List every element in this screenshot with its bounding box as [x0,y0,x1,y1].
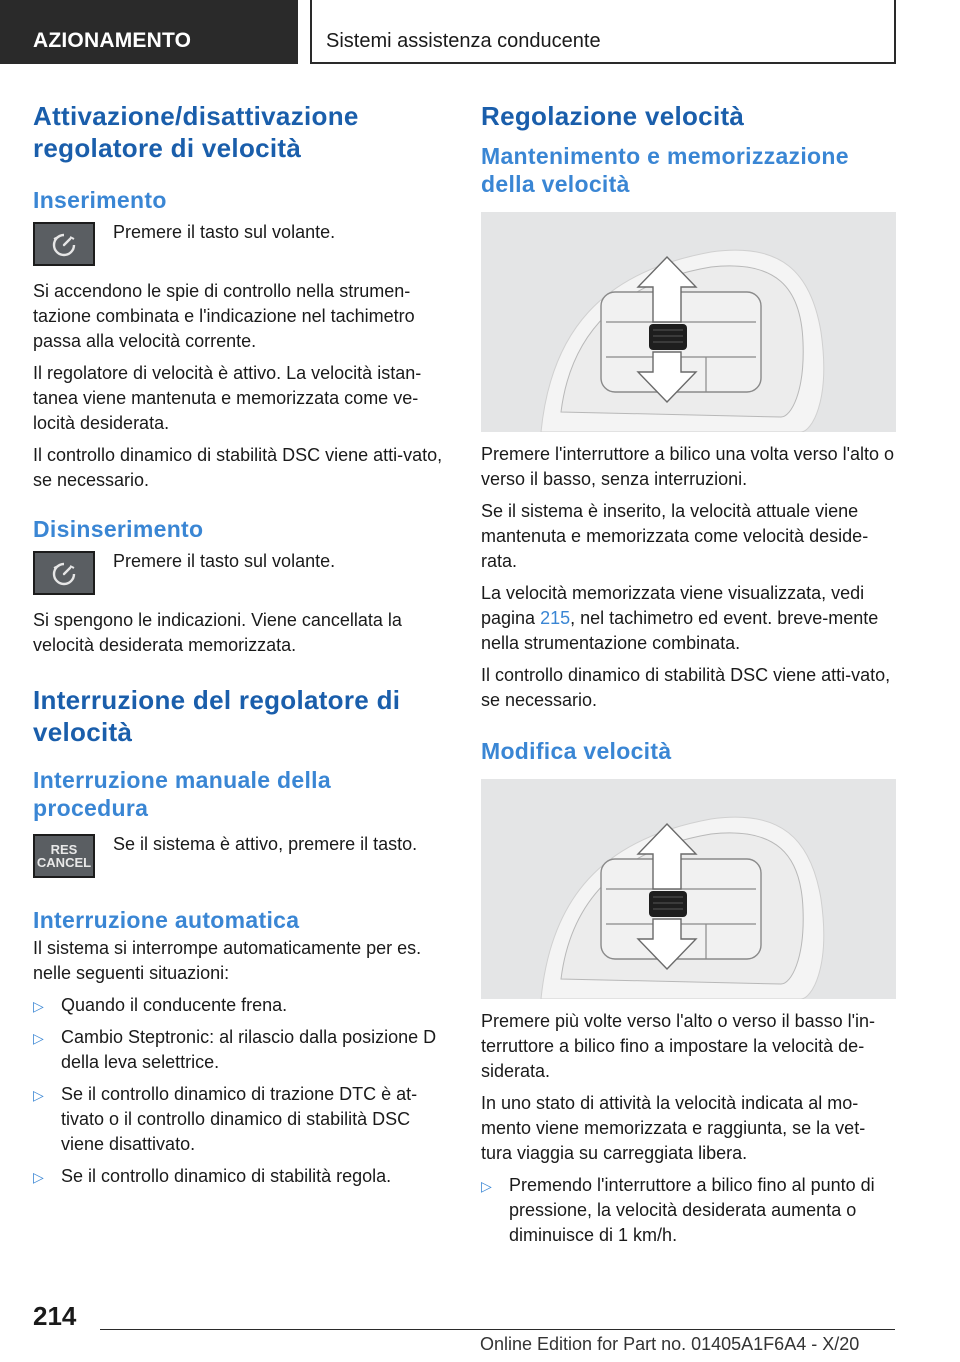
cruise-control-icon [33,551,95,595]
page-number: 214 [33,1301,77,1331]
on-instruction [33,222,448,272]
on-paragraph-1: Si accendono le spie di controllo nella strumen-tazione combinata e l'indicazione nel tachimetro passa alla velocità corrente. [33,281,415,351]
triangle-bullet-icon: ▷ [33,1030,44,1046]
keep-paragraph-1: Premere l'interruttore a bilico una volta verso l'alto o verso il basso, senza interruzioni. [481,444,895,489]
on-paragraph-2: Il regolatore di velocità è attivo. La velocità istan-tanea viene mantenuta e memorizzata come ve-locità desiderata. [33,363,422,433]
list-item: ▷ Quando il conducente frena. [33,993,448,1018]
chapter-tab [310,0,896,64]
left-column [33,100,448,1189]
auto-heading: Interruzione automatica [33,907,300,933]
change-paragraph-1: Premere più volte verso l'alto o verso il basso l'in-terruttore a bilico fino a impostare la velocità de-siderata. [481,1011,876,1081]
triangle-bullet-icon: ▷ [481,1178,492,1194]
keep-paragraph-3: La velocità memorizzata viene visualizzata, vedi pagina 215, nel tachimetro ed event. breve-mente nella strumentazione combinata. [481,583,879,653]
footer-divider [100,1329,895,1330]
change-heading: Modifica velocità [481,738,672,764]
edition-note: Online Edition for Part no. 01405A1F6A4 - X/20 [480,1334,860,1354]
page-link[interactable]: 215 [540,608,571,628]
activation-title: Attivazione/disattivazione regolatore di velocità [33,101,359,163]
steering-wheel-rocker-image [481,779,896,999]
keep-paragraph-2: Se il sistema è inserito, la velocità attuale viene mantenuta e memorizzata come velocità deside-rata. [481,501,869,571]
off-instruction [33,551,448,601]
res-cancel-icon [33,834,95,878]
change-list [481,1173,896,1248]
list-item: ▷ Se il controllo dinamico di stabilità regola. [33,1164,448,1189]
manual-instruction-text: Se il sistema è attivo, premere il tasto. [113,834,418,854]
section-title: AZIONAMENTO [33,29,192,52]
on-heading: Inserimento [33,187,167,213]
chapter-title: Sistemi assistenza conducente [326,30,601,52]
change-paragraph-2: In uno stato di attività la velocità indicata al mo-mento viene memorizzata e raggiunta, se la vet-tura viaggia su carreggiata libera. [481,1093,866,1163]
on-paragraph-3: Il controllo dinamico di stabilità DSC viene atti-vato, se necessario. [33,445,443,490]
manual-instruction [33,834,448,884]
res-label: RES [50,842,78,857]
auto-list [33,993,448,1189]
off-instruction-text: Premere il tasto sul volante. [113,551,336,571]
off-heading: Disinserimento [33,516,204,542]
cruise-control-icon [33,222,95,266]
interrupt-title: Interruzione del regolatore di velocità [33,685,401,747]
triangle-bullet-icon: ▷ [33,1169,44,1185]
cancel-label: CANCEL [36,855,92,870]
triangle-bullet-icon: ▷ [33,1087,44,1103]
steering-wheel-rocker-image [481,212,896,432]
keep-paragraph-4: Il controllo dinamico di stabilità DSC viene atti-vato, se necessario. [481,665,891,710]
list-item: ▷ Premendo l'interruttore a bilico fino al punto di pressione, la velocità desiderata aumenta o diminuisce di 1 km/h. [481,1175,875,1245]
list-item: ▷ Cambio Steptronic: al rilascio dalla posizione D della leva selettrice. [33,1027,437,1072]
triangle-bullet-icon: ▷ [33,998,44,1014]
list-item: ▷ Se il controllo dinamico di trazione DTC è at-tivato o il controllo dinamico di stabilità DSC viene disattivato. [33,1084,418,1154]
speed-regulation-title: Regolazione velocità [481,101,745,131]
keep-heading: Mantenimento e memorizzazione della velocità [481,143,849,197]
auto-intro: Il sistema si interrompe automaticamente per es. nelle seguenti situazioni: [33,938,422,983]
section-tab [0,0,298,64]
manual-heading: Interruzione manuale della procedura [33,767,331,821]
off-paragraph-1: Si spengono le indicazioni. Viene cancellata la velocità desiderata memorizzata. [33,610,402,655]
on-instruction-text: Premere il tasto sul volante. [113,222,336,242]
right-column [481,100,896,1248]
